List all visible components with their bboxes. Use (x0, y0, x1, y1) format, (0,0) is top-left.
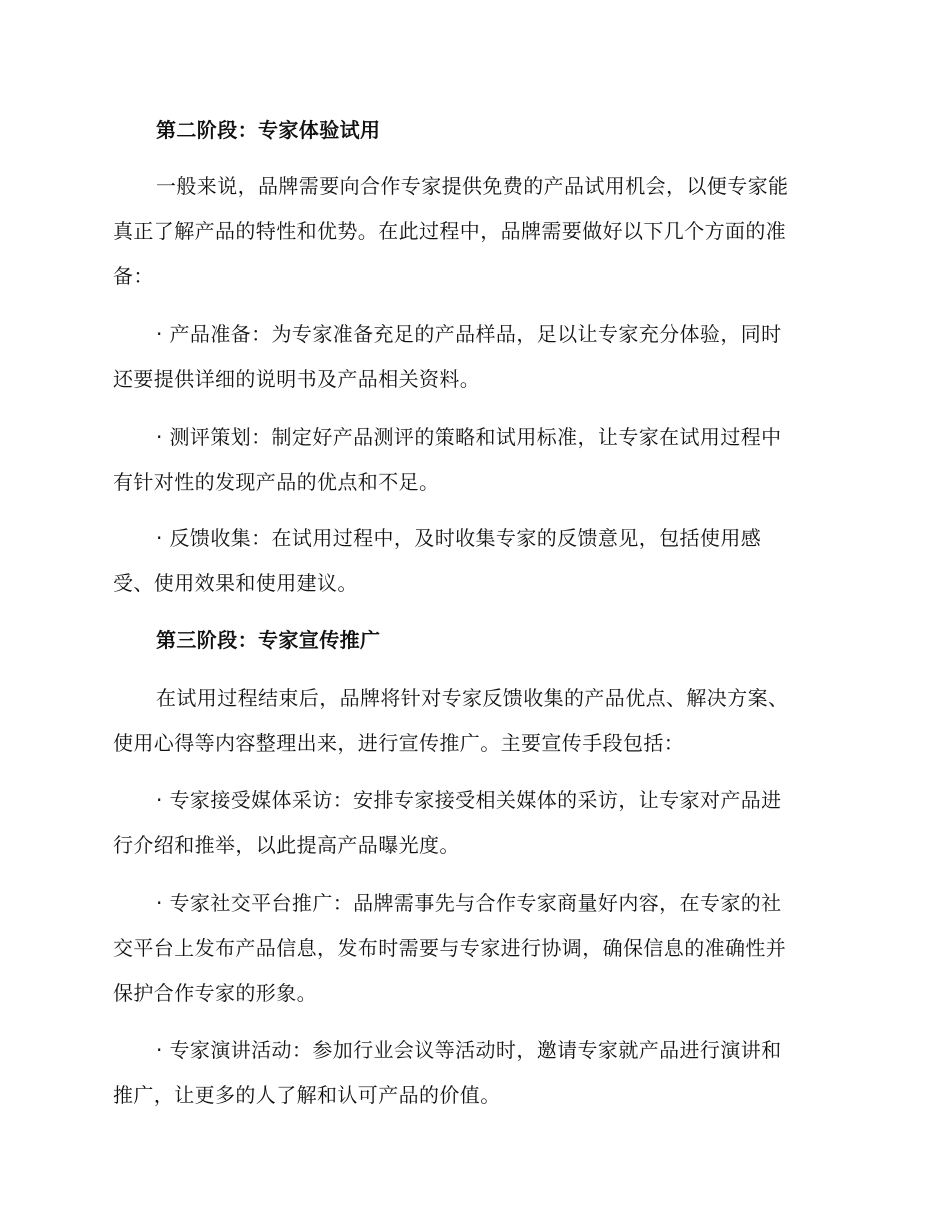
bullet-product-preparation-line-2: 还要提供详细的说明书及产品相关资料。 (113, 367, 481, 391)
section-heading-stage-3: 第三阶段：专家宣传推广 (156, 628, 381, 652)
bullet-review-planning-line-1: · 测评策划：制定好产品测评的策略和试用标准，让专家在试用过程中 (156, 425, 782, 449)
bullet-social-platform-line-2: 交平台上发布产品信息，发布时需要与专家进行协调，确保信息的准确性并 (113, 936, 787, 960)
bullet-speech-event-line-2: 推广，让更多的人了解和认可产品的价值。 (113, 1083, 501, 1107)
bullet-speech-event-line-1: · 专家演讲活动：参加行业会议等活动时，邀请专家就产品进行演讲和 (156, 1038, 782, 1062)
bullet-social-platform-line-1: · 专家社交平台推广：品牌需事先与合作专家商量好内容，在专家的社 (156, 891, 782, 915)
section-heading-stage-2: 第二阶段：专家体验试用 (156, 118, 381, 142)
section-2-intro-line-1: 一般来说，品牌需要向合作专家提供免费的产品试用机会，以便专家能 (156, 174, 789, 198)
bullet-feedback-collection-line-1: · 反馈收集：在试用过程中，及时收集专家的反馈意见，包括使用感 (156, 526, 762, 550)
bullet-media-interview-line-1: · 专家接受媒体采访：安排专家接受相关媒体的采访，让专家对产品进 (156, 788, 782, 812)
bullet-feedback-collection-line-2: 受、使用效果和使用建议。 (113, 571, 358, 595)
section-2-intro-line-3: 备： (113, 264, 154, 288)
section-2-intro-line-2: 真正了解产品的特性和优势。在此过程中，品牌需要做好以下几个方面的准 (113, 219, 787, 243)
section-3-intro-line-2: 使用心得等内容整理出来，进行宣传推广。主要宣传手段包括： (113, 731, 685, 755)
bullet-product-preparation-line-1: · 产品准备：为专家准备充足的产品样品，足以让专家充分体验，同时 (156, 322, 782, 346)
section-3-intro-line-1: 在试用过程结束后，品牌将针对专家反馈收集的产品优点、解决方案、 (156, 686, 789, 710)
bullet-review-planning-line-2: 有针对性的发现产品的优点和不足。 (113, 470, 440, 494)
bullet-social-platform-line-3: 保护合作专家的形象。 (113, 981, 317, 1005)
bullet-media-interview-line-2: 行介绍和推举，以此提高产品曝光度。 (113, 833, 460, 857)
